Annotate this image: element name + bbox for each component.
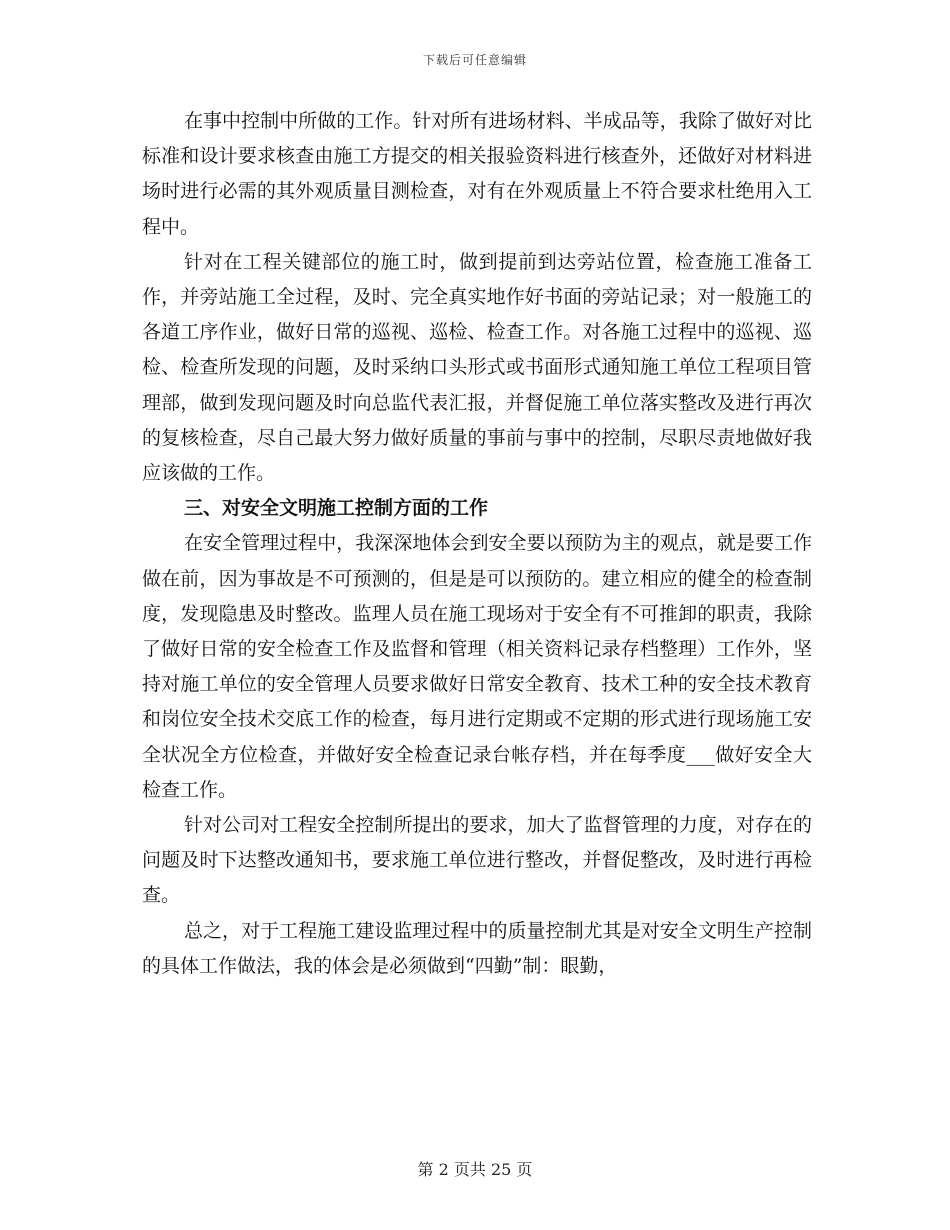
paragraph-safety-management: 在安全管理过程中，我深深地体会到安全要以预防为主的观点，就是要工作做在前，因为事故是不可预测的，但是是可以预防的。建立相应的健全的检查制度，发现隐患及时整改。监理人员在施工现场对于安全有不可推卸的职责，我除了做好日常的安全检查工作及监督和管理（相关资料记录存档整理）工作外，坚持对施工单位的安全管理人员要求做好日常安全教育、技术工种的安全技术教育和岗位安全技术交底工作的检查，每月进行定期或不定期的形式进行现场施工安全状况全方位检查，并做好安全检查记录台帐存档，并在每季度___做好安全大检查工作。 — [142, 532, 812, 801]
paragraph-summary: 总之，对于工程施工建设监理过程中的质量控制尤其是对安全文明生产控制的具体工作做法，我的体会是必须做到“四勤”制：眼勤， — [142, 919, 812, 977]
paragraph-material-control: 在事中控制中所做的工作。针对所有进场材料、半成品等，我除了做好对比标准和设计要求核查由施工方提交的相关报验资料进行核查外，还做好对材料进场时进行必需的其外观质量目测检查，对有在外观质量上不符合要求杜绝用入工程中。 — [142, 110, 812, 238]
page-footer: 第 2 页共 25 页 — [417, 1160, 533, 1179]
document-body — [142, 104, 812, 984]
paragraph-safety-requirements: 针对公司对工程安全控制所提出的要求，加大了监督管理的力度，对存在的问题及时下达整改通知书，要求施工单位进行整改，并督促整改，及时进行再检查。 — [142, 814, 812, 907]
section-heading-safety: 三、对安全文明施工控制方面的工作 — [184, 497, 489, 520]
page-header: 下载后可任意编辑 — [422, 53, 527, 67]
paragraph-key-part-supervision: 针对在工程关键部位的施工时，做到提前到达旁站位置，检查施工准备工作，并旁站施工全过程，及时、完全真实地作好书面的旁站记录；对一般施工的各道工序作业，做好日常的巡视、巡检、检查工作。对各施工过程中的巡视、巡检、检查所发现的问题，及时采纳口头形式或书面形式通知施工单位工程项目管理部，做到发现问题及时向总监代表汇报，并督促施工单位落实整改及进行再次的复核检查，尽自己最大努力做好质量的事前与事中的控制，尽职尽责地做好我应该做的工作。 — [142, 250, 812, 485]
